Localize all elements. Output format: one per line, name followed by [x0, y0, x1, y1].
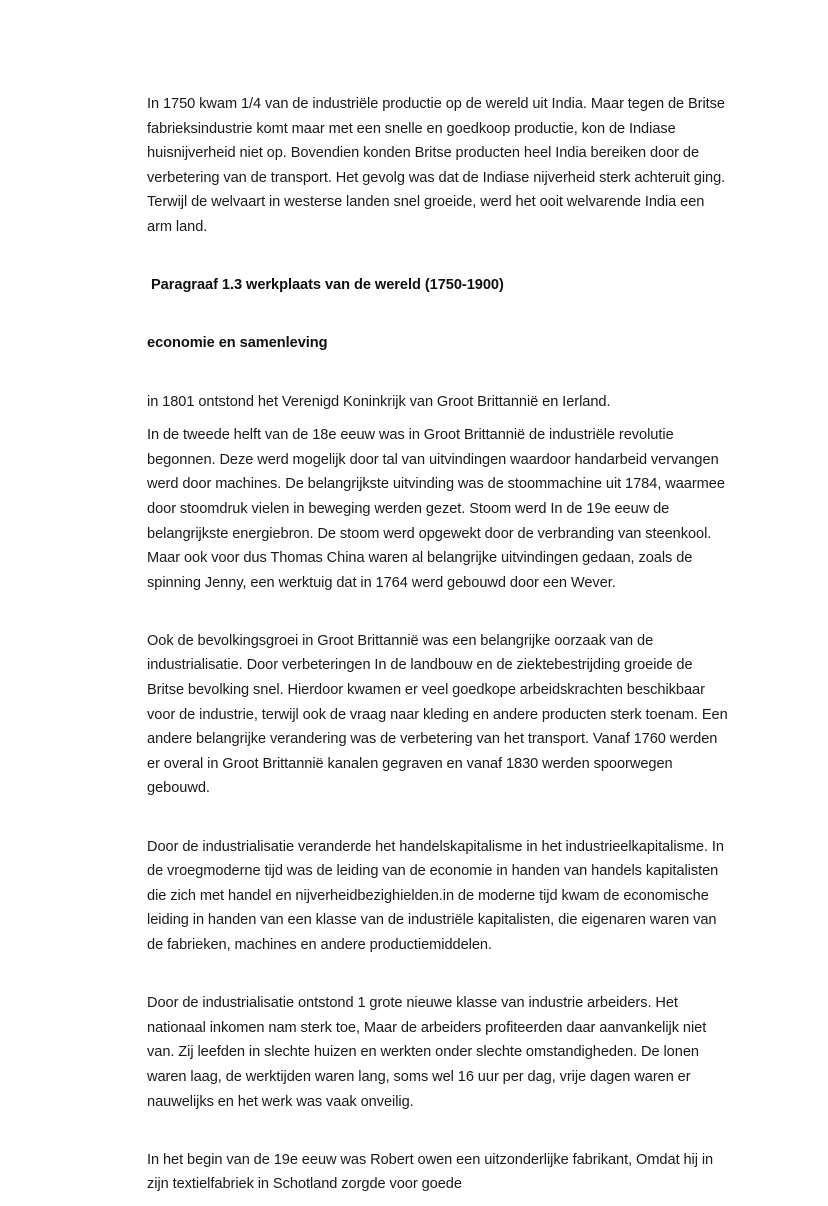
document-text-body: [147, 92, 733, 1206]
paragraph-arbeiders: Door de industrialisatie ontstond 1 grote nieuwe klasse van industrie arbeiders. Het nationaal inkomen nam sterk toe, Maar de arbeiders profiteerden daar aanvankelijk niet van. Zij leefden in slechte huizen en werkten onder slechte omstandigheden. De lonen waren laag, de werktijden waren lang, soms wel 16 uur per dag, vrije dagen waren er nauwelijks en het werk was vaak onveilig.: [147, 995, 707, 1110]
paragraph-spacer: [147, 604, 733, 629]
paragraph-verenigd-koninkrijk-line: in 1801 ontstond het Verenigd Koninkrijk van Groot Brittannië en Ierland.: [147, 393, 611, 410]
paragraph-kapitalisme: Door de industrialisatie veranderde het handelskapitalisme in het industrieelkapitalisme. In de vroegmoderne tijd was de leiding van de economie in handen van handels kapitalisten die zich met handel en nijverheidbezighielden.in de moderne tijd kwam de economische leiding in handen van een klasse van de industriële kapitalisten, die eigenaren waren van de fabrieken, machines en andere productiemiddelen.: [147, 838, 724, 953]
paragraph-spacer: [147, 967, 733, 992]
paragraph-industriele-revolutie: In de tweede helft van de 18e eeuw was in Groot Brittannië de industriële revolutie begonnen. Deze werd mogelijk door tal van uitvindingen waardoor handarbeid vervangen werd door machines. De belangrijkste uitvinding was de stoommachine uit 1784, waarmee door stoomdruk vielen in beweging werden gezet. Stoom werd In de 19e eeuw de belangrijkste energiebron. De stoom werd opgewekt door de verbranding van steenkool. Maar ook voor dus Thomas China waren al belangrijke uitvindingen gedaan, zoals de spinning Jenny, een werktuig dat in 1764 werd gebouwd door een Wever.: [147, 427, 725, 591]
heading-spacer: [147, 307, 733, 332]
heading-economie-en-samenleving: economie en samenleving: [147, 335, 328, 352]
paragraph-spacer: [147, 249, 733, 274]
paragraph-spacer: [147, 1123, 733, 1148]
heading-paragraaf-1-3: Paragraaf 1.3 werkplaats van de wereld (1750-1900): [151, 277, 504, 294]
section-heading-block: [147, 273, 733, 298]
subheading-spacer: [147, 365, 733, 390]
subsection-heading-block: [147, 331, 733, 356]
paragraph-spacer: [147, 810, 733, 835]
paragraph-india-decline: In 1750 kwam 1/4 van de industriële productie op de wereld uit India. Maar tegen de Britse fabrieksindustrie komt maar met een snelle en goedkoop productie, kon de Indiase huisnijverheid niet op. Bovendien konden Britse producten heel India bereiken door de verbetering van de transport. Het gevolg was dat de Indiase nijverheid sterk achteruit ging. Terwijl de welvaart in westerse landen snel groeide, werd het ooit welvarende India een arm land.: [147, 96, 726, 235]
paragraph-bevolkingsgroei: Ook de bevolkingsgroei in Groot Brittannië was een belangrijke oorzaak van de industrialisatie. Door verbeteringen In de landbouw en de ziektebestrijding groeide de Britse bevolking snel. Hierdoor kwamen er veel goedkope arbeidskrachten beschikbaar voor de industrie, terwijl ook de vraag naar kleding en andere producten sterk toenam. Een andere belangrijke verandering was de verbetering van het transport. Vanaf 1760 werden er overal in Groot Brittannië kanalen gegraven en vanaf 1830 werden spoorwegen gebouwd.: [147, 632, 728, 797]
paragraph-robert-owen: In het begin van de 19e eeuw was Robert owen een uitzonderlijke fabrikant, Omdat hij in zijn textielfabriek in Schotland zorgde voor goede: [147, 1151, 714, 1193]
